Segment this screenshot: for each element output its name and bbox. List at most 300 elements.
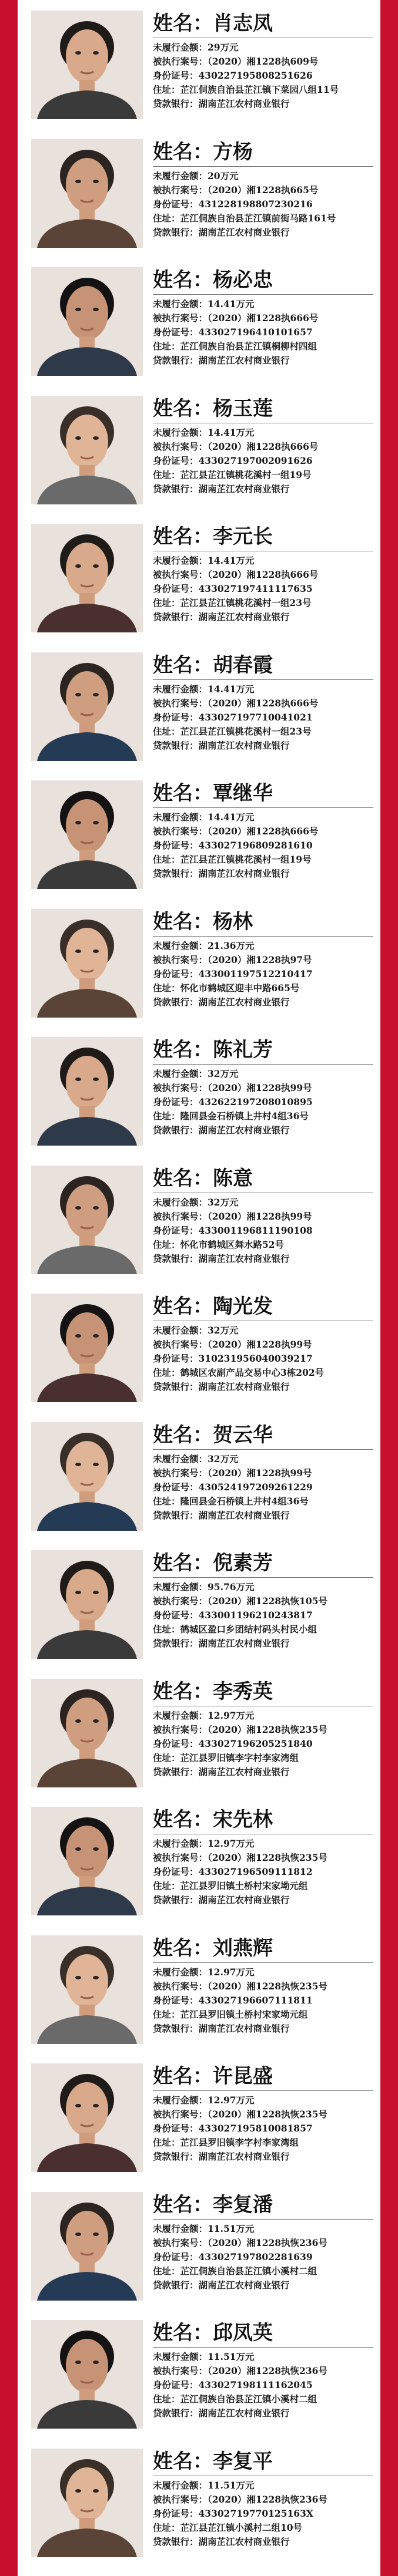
debtor-info <box>153 2062 373 2164</box>
debtor-name: 杨玉莲 <box>213 396 273 420</box>
id-line <box>153 582 373 596</box>
case-label: 被执行案号： <box>153 56 208 67</box>
debtor-name: 杨林 <box>213 910 253 934</box>
id-line <box>153 1352 373 1366</box>
case-line <box>153 311 373 325</box>
case-label: 被执行案号： <box>153 2109 208 2120</box>
case-value: （2020）湘1228执恢235号 <box>208 1723 327 1735</box>
case-line <box>153 1210 373 1224</box>
amount-label: 未履行金额： <box>153 1581 208 1592</box>
bank-label: 贷款银行： <box>153 611 199 622</box>
address-label: 住址： <box>153 469 180 480</box>
id-line <box>153 1608 373 1622</box>
debtor-photo <box>31 1679 143 1787</box>
address-label: 住址： <box>153 854 180 865</box>
divider <box>153 807 373 808</box>
address-label: 住址： <box>153 982 180 994</box>
address-value: 鹤城区盈口乡团结村码头村民小组 <box>180 1624 317 1635</box>
portrait-icon <box>31 524 143 632</box>
address-value: 芷江县芷江镇桃花溪村一组19号 <box>180 854 312 865</box>
name-label: 姓名： <box>153 1423 213 1447</box>
case-label: 被执行案号： <box>153 2365 208 2376</box>
id-label: 身份证号： <box>153 1737 199 1749</box>
debtor-entry <box>18 1544 380 1662</box>
amount-line <box>153 1067 373 1081</box>
portrait-icon <box>31 2063 143 2172</box>
id-label: 身份证号： <box>153 968 199 979</box>
id-label: 身份证号： <box>153 2379 199 2390</box>
id-line <box>153 454 373 468</box>
portrait-icon <box>31 909 143 1018</box>
case-line <box>153 1851 373 1865</box>
case-label: 被执行案号： <box>153 1723 208 1735</box>
address-label: 住址： <box>153 212 180 224</box>
bank-line <box>153 482 373 496</box>
portrait-icon <box>31 1935 143 2044</box>
case-value: （2020）湘1228执666号 <box>208 312 319 324</box>
bank-label: 贷款银行： <box>153 1894 199 1905</box>
debtor-name: 许昆盛 <box>213 2065 273 2088</box>
bank-value: 湖南芷江农村商业银行 <box>198 2279 290 2291</box>
debtor-entry <box>18 2314 380 2432</box>
id-line <box>153 325 373 339</box>
debtor-name: 肖志凤 <box>213 12 273 35</box>
id-label: 身份证号： <box>153 1096 199 1107</box>
id-label: 身份证号： <box>153 1609 199 1621</box>
debtor-photo <box>31 1166 143 1274</box>
amount-label: 未履行金额： <box>153 2223 208 2234</box>
name-label: 姓名： <box>153 1808 213 1831</box>
debtor-entry <box>18 1673 380 1790</box>
case-label: 被执行案号： <box>153 2493 208 2505</box>
debtor-entry <box>18 5 380 122</box>
id-label: 身份证号： <box>153 1866 199 1877</box>
id-label: 身份证号： <box>153 2251 199 2262</box>
name-label: 姓名： <box>153 140 213 164</box>
address-label: 住址： <box>153 2265 180 2277</box>
case-label: 被执行案号： <box>153 954 208 965</box>
name-label: 姓名： <box>153 396 213 420</box>
address-label: 住址： <box>153 2137 180 2148</box>
portrait-icon <box>31 1422 143 1531</box>
debtor-info <box>153 1678 373 1779</box>
case-value: （2020）湘1228执666号 <box>208 697 319 709</box>
portrait-icon <box>31 1679 143 1787</box>
address-line <box>153 2392 373 2406</box>
debtor-name-line <box>153 779 373 807</box>
amount-value: 20万元 <box>208 170 239 181</box>
case-value: （2020）湘1228执恢235号 <box>208 1852 327 1863</box>
id-line <box>153 2507 373 2521</box>
debtor-name: 方杨 <box>213 140 253 164</box>
amount-line <box>153 2093 373 2107</box>
debtor-info <box>153 138 373 240</box>
case-value: （2020）湘1228执99号 <box>208 1467 312 1479</box>
debtor-photo <box>31 1422 143 1531</box>
name-label: 姓名： <box>153 2193 213 2217</box>
debtor-photo <box>31 652 143 761</box>
id-line <box>153 710 373 725</box>
debtor-entry <box>18 1416 380 1534</box>
debtor-photo <box>31 2320 143 2429</box>
address-line <box>153 339 373 353</box>
id-line <box>153 1737 373 1751</box>
address-label: 住址： <box>153 1880 180 1891</box>
debtor-name-line <box>153 651 373 679</box>
bank-line <box>153 867 373 881</box>
portrait-icon <box>31 396 143 504</box>
debtor-photo <box>31 1294 143 1402</box>
amount-label: 未履行金额： <box>153 2479 208 2491</box>
portrait-icon <box>31 2192 143 2301</box>
debtor-name: 李秀英 <box>213 1679 273 1703</box>
debtor-name: 宋先林 <box>213 1808 273 1831</box>
amount-label: 未履行金额： <box>153 1453 208 1464</box>
id-value: 433027197710041021 <box>198 711 313 723</box>
bank-line <box>153 1508 373 1523</box>
bank-label: 贷款银行： <box>153 2279 199 2291</box>
id-value: 433001196210243817 <box>198 1609 313 1621</box>
amount-value: 21.36万元 <box>208 940 255 951</box>
id-value: 433027196205251840 <box>198 1737 313 1749</box>
name-label: 姓名： <box>153 2321 213 2345</box>
id-value: 433027196809281610 <box>198 840 313 851</box>
amount-label: 未履行金额： <box>153 1325 208 1336</box>
id-value: 433001196811190108 <box>198 1224 313 1236</box>
case-value: （2020）湘1228执恢105号 <box>208 1595 327 1607</box>
amount-line <box>153 1452 373 1466</box>
debtor-name-line <box>153 1678 373 1706</box>
amount-label: 未履行金额： <box>153 683 208 695</box>
debtor-entry <box>18 775 380 892</box>
bank-value: 湖南芷江农村商业银行 <box>198 1124 290 1136</box>
bank-value: 湖南芷江农村商业银行 <box>198 611 290 622</box>
bank-value: 湖南芷江农村商业银行 <box>198 2535 290 2547</box>
debtor-photo <box>31 1935 143 2044</box>
address-label: 住址： <box>153 1624 180 1635</box>
debtor-info <box>153 523 373 624</box>
amount-line <box>153 1324 373 1338</box>
id-value: 433001197512210417 <box>198 968 313 979</box>
address-value: 隆回县金石桥镇上井村4组36号 <box>180 1110 309 1122</box>
id-label: 身份证号： <box>153 326 199 338</box>
address-value: 芷江县罗旧镇李字村李家湾组 <box>180 2137 299 2148</box>
divider <box>153 1577 373 1578</box>
address-line <box>153 2136 373 2150</box>
address-label: 住址： <box>153 1238 180 1250</box>
portrait-icon <box>31 1294 143 1402</box>
case-value: （2020）湘1228执665号 <box>208 184 319 196</box>
address-label: 住址： <box>153 341 180 352</box>
debtor-photo <box>31 267 143 376</box>
bank-line <box>153 2535 373 2549</box>
address-line <box>153 725 373 739</box>
amount-value: 12.97万元 <box>208 1709 255 1721</box>
portrait-icon <box>31 11 143 119</box>
case-line <box>153 1594 373 1608</box>
portrait-icon <box>31 652 143 761</box>
divider <box>153 679 373 680</box>
id-line <box>153 2250 373 2264</box>
case-label: 被执行案号： <box>153 312 208 324</box>
amount-label: 未履行金额： <box>153 1838 208 1849</box>
debtor-entry <box>18 1288 380 1405</box>
amount-value: 29万元 <box>208 42 239 53</box>
name-label: 姓名： <box>153 2449 213 2473</box>
bank-value: 湖南芷江农村商业银行 <box>198 1894 290 1905</box>
bank-value: 湖南芷江农村商业银行 <box>198 2407 290 2419</box>
debtor-name-line <box>153 1292 373 1321</box>
address-value: 芷江县芷江镇小溪村二组10号 <box>180 2521 303 2533</box>
address-line <box>153 1622 373 1636</box>
address-value: 芷江侗族自治县芷江镇前街马路161号 <box>180 212 336 224</box>
bank-line <box>153 2406 373 2420</box>
case-line <box>153 1979 373 1994</box>
debtor-name-line <box>153 138 373 166</box>
address-value: 芷江侗族自治县芷江镇下菜园八组11号 <box>180 84 339 95</box>
address-label: 住址： <box>153 2393 180 2405</box>
address-line <box>153 596 373 610</box>
debtor-info <box>153 779 373 881</box>
id-value: 431228198807230216 <box>198 198 313 210</box>
debtor-name: 邱凤英 <box>213 2321 273 2345</box>
bank-value: 湖南芷江农村商业银行 <box>198 1638 290 1649</box>
debtor-name: 李元长 <box>213 525 273 548</box>
address-value: 芷江侗族自治县芷江镇小溪村二组 <box>180 2265 317 2277</box>
amount-label: 未履行金额： <box>153 298 208 309</box>
debtor-photo <box>31 1807 143 1915</box>
id-value: 43302719770125163X <box>198 2507 313 2519</box>
portrait-icon <box>31 2449 143 2557</box>
case-label: 被执行案号： <box>153 440 208 452</box>
id-value: 433027198111162045 <box>198 2379 313 2390</box>
address-label: 住址： <box>153 1752 180 1763</box>
amount-label: 未履行金额： <box>153 2095 208 2106</box>
amount-label: 未履行金额： <box>153 811 208 823</box>
case-line <box>153 696 373 710</box>
case-line <box>153 1466 373 1480</box>
bank-label: 贷款银行： <box>153 996 199 1008</box>
address-line <box>153 2521 373 2535</box>
id-label: 身份证号： <box>153 198 199 210</box>
debtor-entry <box>18 1160 380 1277</box>
debtor-name-line <box>153 395 373 423</box>
debtor-photo <box>31 396 143 504</box>
address-value: 芷江县罗旧镇土桥村宋家坳元组 <box>180 1880 308 1891</box>
name-label: 姓名： <box>153 525 213 548</box>
id-line <box>153 1095 373 1109</box>
case-label: 被执行案号： <box>153 826 208 837</box>
bank-line <box>153 995 373 1009</box>
divider <box>153 2090 373 2091</box>
name-label: 姓名： <box>153 1551 213 1575</box>
address-line <box>153 981 373 995</box>
debtor-info <box>153 1164 373 1266</box>
amount-line <box>153 1709 373 1723</box>
bank-label: 贷款银行： <box>153 1766 199 1777</box>
bank-label: 贷款银行： <box>153 1638 199 1649</box>
address-label: 住址： <box>153 597 180 608</box>
amount-label: 未履行金额： <box>153 170 208 181</box>
id-label: 身份证号： <box>153 711 199 723</box>
divider <box>153 2347 373 2348</box>
amount-line <box>153 169 373 183</box>
debtor-entry <box>18 1930 380 2047</box>
case-value: （2020）湘1228执97号 <box>208 954 312 965</box>
debtor-name: 刘燕辉 <box>213 1936 273 1960</box>
bank-value: 湖南芷江农村商业银行 <box>198 483 290 494</box>
bank-label: 贷款银行： <box>153 2535 199 2547</box>
debtor-name-line <box>153 266 373 294</box>
debtor-info <box>153 1421 373 1523</box>
id-line <box>153 2378 373 2392</box>
divider <box>153 936 373 937</box>
amount-value: 32万元 <box>208 1325 239 1336</box>
portrait-icon <box>31 2320 143 2429</box>
debtor-entry <box>18 133 380 251</box>
id-label: 身份证号： <box>153 840 199 851</box>
bank-line <box>153 1380 373 1394</box>
address-value: 芷江县芷江镇桃花溪村一组19号 <box>180 469 312 480</box>
case-label: 被执行案号： <box>153 1339 208 1350</box>
id-value: 433027197411117635 <box>198 583 313 594</box>
bank-value: 湖南芷江农村商业银行 <box>198 226 290 238</box>
debtor-name-line <box>153 2447 373 2476</box>
bank-value: 湖南芷江农村商业银行 <box>198 98 290 109</box>
portrait-icon <box>31 139 143 248</box>
id-value: 310231956040039217 <box>198 1353 313 1364</box>
bank-value: 湖南芷江农村商业银行 <box>198 1509 290 1521</box>
portrait-icon <box>31 1166 143 1274</box>
bank-line <box>153 225 373 240</box>
address-line <box>153 853 373 867</box>
amount-label: 未履行金额： <box>153 2351 208 2362</box>
id-line <box>153 197 373 211</box>
debtor-entry <box>18 518 380 635</box>
debtor-entry <box>18 903 380 1021</box>
bank-value: 湖南芷江农村商业银行 <box>198 1766 290 1777</box>
case-value: （2020）湘1228执99号 <box>208 1082 312 1093</box>
divider <box>153 1064 373 1065</box>
address-label: 住址： <box>153 2008 180 2020</box>
case-value: （2020）湘1228执609号 <box>208 56 319 67</box>
id-line <box>153 2122 373 2136</box>
case-value: （2020）湘1228执恢235号 <box>208 2109 327 2120</box>
debtor-name-line <box>153 1164 373 1193</box>
debtor-info <box>153 1036 373 1137</box>
name-label: 姓名： <box>153 2065 213 2088</box>
address-value: 芷江县罗旧镇土桥村宋家坳元组 <box>180 2008 308 2020</box>
case-line <box>153 1338 373 1352</box>
amount-label: 未履行金额： <box>153 1068 208 1079</box>
id-label: 身份证号： <box>153 1994 199 2006</box>
address-value: 鹤城区农副产品交易中心3栋202号 <box>180 1367 325 1378</box>
debtor-name: 覃继华 <box>213 782 273 805</box>
bank-label: 贷款银行： <box>153 2151 199 2162</box>
amount-label: 未履行金额： <box>153 1709 208 1721</box>
debtor-photo <box>31 2192 143 2301</box>
case-line <box>153 183 373 197</box>
amount-line <box>153 426 373 440</box>
case-label: 被执行案号： <box>153 1467 208 1479</box>
portrait-icon <box>31 1037 143 1146</box>
id-label: 身份证号： <box>153 2507 199 2519</box>
amount-line <box>153 41 373 55</box>
amount-label: 未履行金额： <box>153 1196 208 1208</box>
debtor-info <box>153 9 373 111</box>
bank-line <box>153 2022 373 2036</box>
debtor-entry <box>18 1801 380 1918</box>
id-value: 433027195810081857 <box>198 2123 313 2134</box>
case-value: （2020）湘1228执恢235号 <box>208 1980 327 1992</box>
bank-label: 贷款银行： <box>153 98 199 109</box>
address-label: 住址： <box>153 2521 180 2533</box>
case-value: （2020）湘1228执666号 <box>208 826 319 837</box>
bank-label: 贷款银行： <box>153 1124 199 1136</box>
bank-line <box>153 1123 373 1137</box>
address-line <box>153 1238 373 1252</box>
debtor-photo <box>31 11 143 119</box>
debtor-photo <box>31 2063 143 2172</box>
id-line <box>153 1224 373 1238</box>
bank-value: 湖南芷江农村商业银行 <box>198 2151 290 2162</box>
case-value: （2020）湘1228执恢236号 <box>208 2237 327 2248</box>
case-line <box>153 824 373 839</box>
amount-value: 12.97万元 <box>208 1838 255 1849</box>
address-value: 芷江县芷江镇桃花溪村一组23号 <box>180 725 312 737</box>
bank-label: 贷款银行： <box>153 1509 199 1521</box>
case-line <box>153 2107 373 2122</box>
case-line <box>153 2364 373 2378</box>
amount-value: 14.41万元 <box>208 298 255 309</box>
amount-value: 14.41万元 <box>208 683 255 695</box>
bank-value: 湖南芷江农村商业银行 <box>198 2022 290 2034</box>
debtor-info <box>153 2191 373 2292</box>
id-label: 身份证号： <box>153 1353 199 1364</box>
case-label: 被执行案号： <box>153 569 208 580</box>
bank-label: 贷款银行： <box>153 226 199 238</box>
bank-line <box>153 97 373 111</box>
name-label: 姓名： <box>153 782 213 805</box>
name-label: 姓名： <box>153 1038 213 1062</box>
name-label: 姓名： <box>153 1679 213 1703</box>
divider <box>153 2219 373 2220</box>
address-value: 隆回县金石桥镇上井村4组36号 <box>180 1495 309 1507</box>
address-label: 住址： <box>153 1110 180 1122</box>
debtor-info <box>153 1806 373 1907</box>
amount-value: 14.41万元 <box>208 426 255 438</box>
amount-value: 14.41万元 <box>208 811 255 823</box>
name-label: 姓名： <box>153 268 213 292</box>
amount-value: 11.51万元 <box>208 2479 255 2491</box>
case-value: （2020）湘1228执99号 <box>208 1210 312 1222</box>
case-label: 被执行案号： <box>153 2237 208 2248</box>
divider <box>153 294 373 295</box>
address-line <box>153 1109 373 1123</box>
case-label: 被执行案号： <box>153 697 208 709</box>
debtor-name-line <box>153 9 373 38</box>
case-line <box>153 55 373 69</box>
amount-value: 32万元 <box>208 1196 239 1208</box>
address-value: 芷江侗族自治县芷江镇小溪村二组 <box>180 2393 317 2405</box>
debtor-name: 陈礼芳 <box>213 1038 273 1062</box>
debtor-name: 李复平 <box>213 2449 273 2473</box>
debtor-entry <box>18 2058 380 2175</box>
case-value: （2020）湘1228执恢236号 <box>208 2365 327 2376</box>
bank-value: 湖南芷江农村商业银行 <box>198 739 290 751</box>
debtor-photo <box>31 1550 143 1659</box>
amount-value: 11.51万元 <box>208 2351 255 2362</box>
